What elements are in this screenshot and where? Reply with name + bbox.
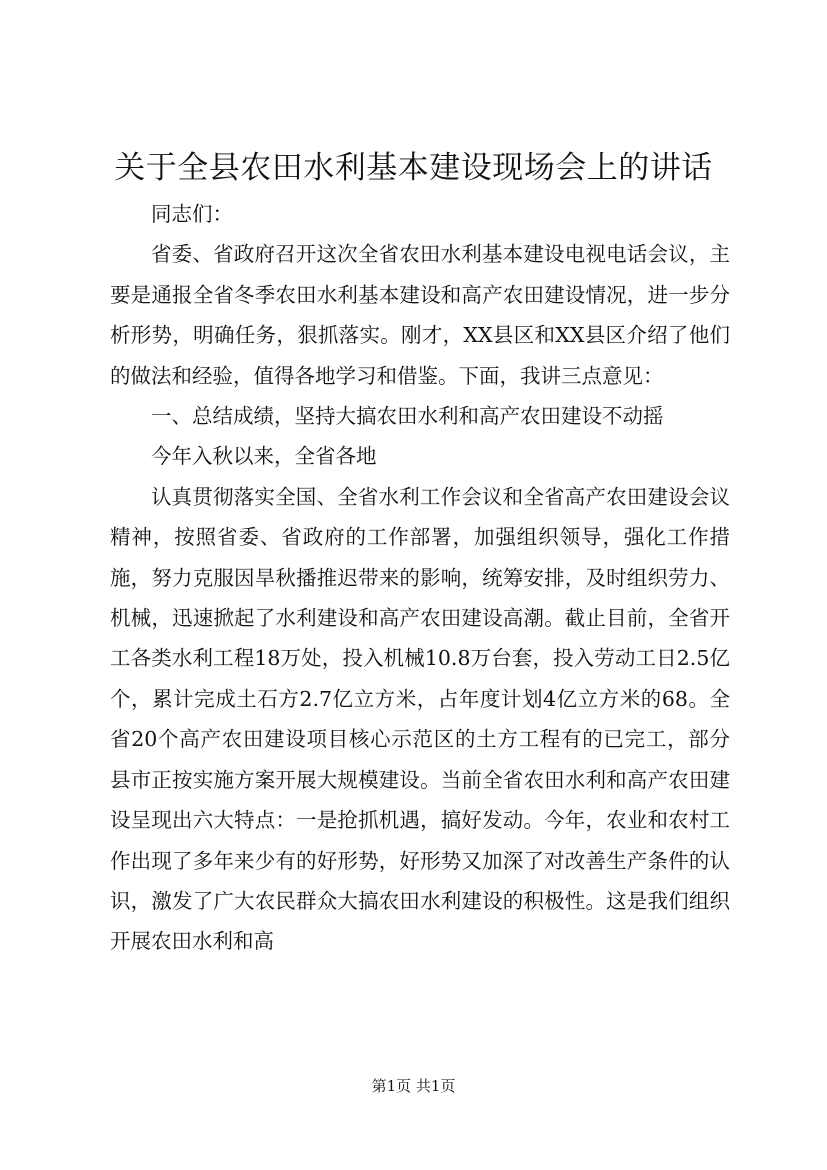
page-number-footer: 第1页 共1页 bbox=[371, 1077, 456, 1095]
paragraph-intro: 省委、省政府召开这次全省农田水利基本建设电视电话会议，主要是通报全省冬季农田水利基本建设和高产农田建设情况，进一步分析形势，明确任务，狠抓落实。刚才，XX县区和XX县区介绍了他们的做法和经验，值得各地学习和借鉴。下面，我讲三点意见： bbox=[110, 242, 730, 388]
document-body bbox=[110, 194, 730, 962]
paragraph-main: 认真贯彻落实全国、全省水利工作会议和全省高产农田建设会议精神，按照省委、省政府的工作部署，加强组织领导，强化工作措施，努力克服因旱秋播推迟带来的影响，统筹安排，及时组织劳力、机械，迅速掀起了水利建设和高产农田建设高潮。截止目前，全省开工各类水利工程18万处，投入机械10.8万台套，投入劳动工日2.5亿个，累计完成土石方2.7亿立方米，占年度计划4亿立方米的68。全省20个高产农田建设项目核心示范区的土方工程有的已完工，部分县市正按实施方案开展大规模建设。当前全省农田水利和高产农田建设呈现出六大特点：一是抢抓机遇，搞好发动。今年，农业和农村工作出现了多年来少有的好形势，好形势又加深了对改善生产条件的认识，激发了广大农民群众大搞农田水利建设的积极性。这是我们组织开展农田水利和高 bbox=[110, 484, 730, 954]
salutation: 同志们： bbox=[151, 202, 233, 226]
section-heading-1: 一、总结成绩，坚持大搞农田水利和高产农田建设不动摇 bbox=[151, 404, 664, 429]
paragraph-short: 今年入秋以来，全省各地 bbox=[151, 444, 377, 469]
document-title: 关于全县农田水利基本建设现场会上的讲话 bbox=[114, 150, 713, 186]
